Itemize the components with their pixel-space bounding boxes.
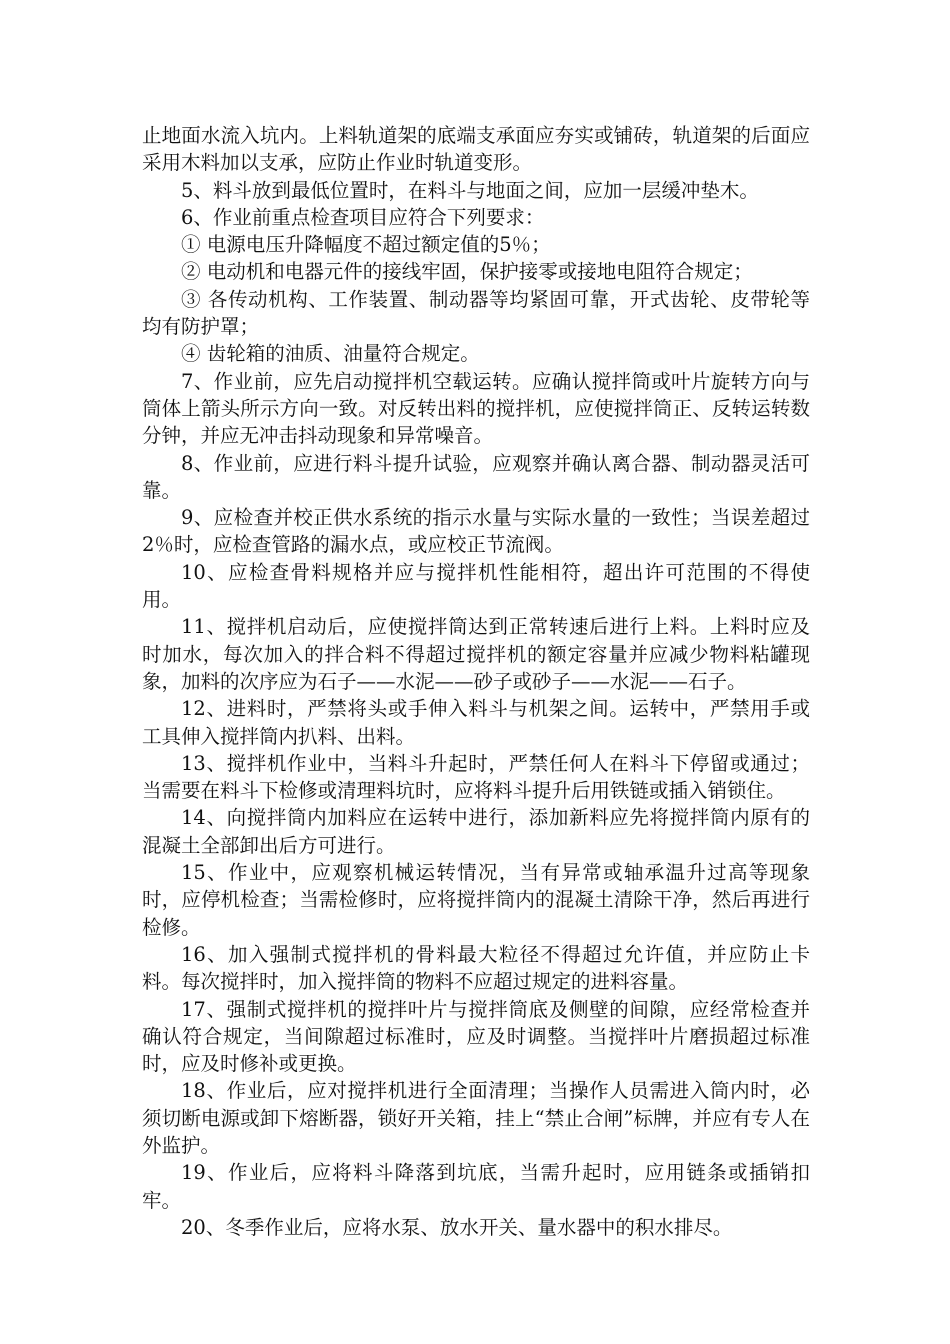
paragraph-item-16: 16、加入强制式搅拌机的骨料最大粒径不得超过允许值，并应防止卡料。每次搅拌时，加入搅拌筒的物料不应超过规定的进料容量。 bbox=[142, 942, 810, 994]
paragraph-item-11: 11、搅拌机启动后，应使搅拌筒达到正常转速后进行上料。上料时应及时加水，每次加入的拌合料不得超过搅拌机的额定容量并应减少物料粘罐现象，加料的次序应为石子——水泥——砂子或砂子——水泥——石子。 bbox=[142, 615, 810, 693]
checklist-item-2: ② 电动机和电器元件的接线牢固，保护接零或接地电阻符合规定； bbox=[181, 260, 753, 284]
paragraph-item-20: 20、冬季作业后，应将水泵、放水开关、量水器中的积水排尽。 bbox=[181, 1215, 733, 1239]
paragraph-item-13: 13、搅拌机作业中，当料斗升起时，严禁任何人在料斗下停留或通过；当需要在料斗下检修或清理料坑时，应将料斗提升后用铁链或插入销锁住。 bbox=[142, 751, 810, 803]
paragraph-item-7: 7、作业前，应先启动搅拌机空载运转。应确认搅拌筒或叶片旋转方向与筒体上箭头所示方向一致。对反转出料的搅拌机，应使搅拌筒正、反转运转数分钟，并应无冲击抖动现象和异常噪音。 bbox=[142, 369, 810, 448]
paragraph-item-10: 10、应检查骨料规格并应与搅拌机性能相符，超出许可范围的不得使用。 bbox=[142, 560, 810, 612]
checklist-item-4: ④ 齿轮箱的油质、油量符合规定。 bbox=[181, 342, 480, 366]
paragraph-continuation: 止地面水流入坑内。上料轨道架的底端支承面应夯实或铺砖，轨道架的后面应采用木料加以支承，应防止作业时轨道变形。 bbox=[142, 124, 810, 175]
paragraph-item-5: 5、料斗放到最低位置时，在料斗与地面之间，应加一层缓冲垫木。 bbox=[181, 178, 759, 202]
paragraph-item-15: 15、作业中，应观察机械运转情况，当有异常或轴承温升过高等现象时，应停机检查；当需检修时，应将搅拌筒内的混凝土清除干净，然后再进行检修。 bbox=[142, 861, 810, 939]
paragraph-item-14: 14、向搅拌筒内加料应在运转中进行，添加新料应先将搅拌筒内原有的混凝土全部卸出后方可进行。 bbox=[142, 806, 810, 857]
paragraph-item-19: 19、作业后，应将料斗降落到坑底，当需升起时，应用链条或插销扣牢。 bbox=[142, 1161, 810, 1212]
paragraph-item-9: 9、应检查并校正供水系统的指示水量与实际水量的一致性；当误差超过2％时，应检查管路的漏水点，或应校正节流阀。 bbox=[142, 506, 810, 557]
paragraph-item-17: 17、强制式搅拌机的搅拌叶片与搅拌筒底及侧壁的间隙，应经常检查并确认符合规定，当间隙超过标准时，应及时调整。当搅拌叶片磨损超过标准时，应及时修补或更换。 bbox=[142, 997, 810, 1076]
paragraph-item-8: 8、作业前，应进行料斗提升试验，应观察并确认离合器、制动器灵活可靠。 bbox=[142, 451, 810, 502]
paragraph-item-12: 12、进料时，严禁将头或手伸入料斗与机架之间。运转中，严禁用手或工具伸入搅拌筒内扒料、出料。 bbox=[142, 697, 810, 748]
document-body bbox=[142, 122, 810, 1241]
paragraph-item-6: 6、作业前重点检查项目应符合下列要求： bbox=[181, 205, 545, 229]
checklist-item-1: ① 电源电压升降幅度不超过额定值的5％； bbox=[181, 233, 551, 257]
checklist-item-3: ③ 各传动机构、工作装置、制动器等均紧固可靠，开式齿轮、皮带轮等均有防护罩； bbox=[142, 287, 810, 339]
paragraph-item-18: 18、作业后，应对搅拌机进行全面清理；当操作人员需进入筒内时，必须切断电源或卸下熔断器，锁好开关箱，挂上“禁止合闸”标牌，并应有专人在外监护。 bbox=[142, 1079, 810, 1157]
